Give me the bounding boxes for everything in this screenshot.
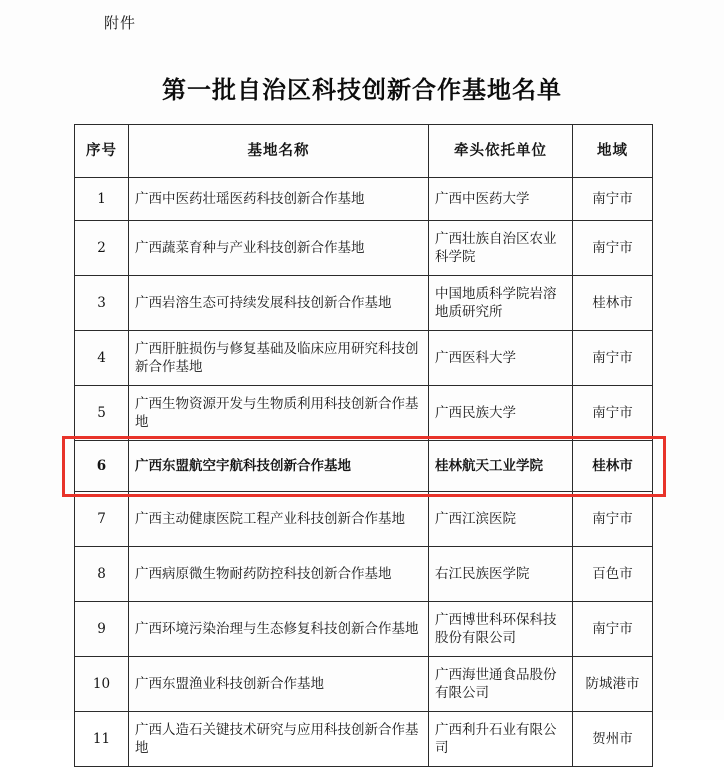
table-row bbox=[75, 386, 653, 441]
cell-lead-unit: 广西博世科环保科技股份有限公司 bbox=[429, 602, 573, 657]
cell-area: 南宁市 bbox=[573, 178, 653, 221]
cell-base-name: 广西主动健康医院工程产业科技创新合作基地 bbox=[129, 492, 429, 547]
cell-base-name: 广西东盟渔业科技创新合作基地 bbox=[129, 657, 429, 712]
cell-area: 南宁市 bbox=[573, 331, 653, 386]
cell-lead-unit: 广西海世通食品股份有限公司 bbox=[429, 657, 573, 712]
cell-lead-unit: 广西壮族自治区农业科学院 bbox=[429, 221, 573, 276]
table-body bbox=[75, 178, 653, 767]
cell-base-name: 广西蔬菜育种与产业科技创新合作基地 bbox=[129, 221, 429, 276]
cell-no: 2 bbox=[75, 221, 129, 276]
cell-area: 南宁市 bbox=[573, 602, 653, 657]
base-list-table bbox=[74, 124, 653, 767]
cell-no: 3 bbox=[75, 276, 129, 331]
cell-lead-unit: 桂林航天工业学院 bbox=[429, 441, 573, 492]
cell-no: 6 bbox=[75, 441, 129, 492]
cell-base-name: 广西人造石关键技术研究与应用科技创新合作基地 bbox=[129, 712, 429, 767]
table-row bbox=[75, 492, 653, 547]
cell-area: 贺州市 bbox=[573, 712, 653, 767]
cell-no: 9 bbox=[75, 602, 129, 657]
cell-base-name: 广西中医药壮瑶医药科技创新合作基地 bbox=[129, 178, 429, 221]
cell-base-name: 广西病原微生物耐药防控科技创新合作基地 bbox=[129, 547, 429, 602]
table-row bbox=[75, 602, 653, 657]
page-title: 第一批自治区科技创新合作基地名单 bbox=[162, 75, 562, 104]
table-row bbox=[75, 178, 653, 221]
table-row bbox=[75, 221, 653, 276]
cell-area: 南宁市 bbox=[573, 221, 653, 276]
cell-lead-unit: 广西中医药大学 bbox=[429, 178, 573, 221]
cell-lead-unit: 广西医科大学 bbox=[429, 331, 573, 386]
table-container bbox=[74, 124, 652, 767]
cell-area: 桂林市 bbox=[573, 276, 653, 331]
column-header-no: 序号 bbox=[75, 125, 129, 178]
cell-no: 7 bbox=[75, 492, 129, 547]
column-header-area: 地域 bbox=[573, 125, 653, 178]
cell-base-name: 广西生物资源开发与生物质利用科技创新合作基地 bbox=[129, 386, 429, 441]
cell-no: 8 bbox=[75, 547, 129, 602]
cell-lead-unit: 广西江滨医院 bbox=[429, 492, 573, 547]
table-row bbox=[75, 276, 653, 331]
cell-lead-unit: 广西利升石业有限公司 bbox=[429, 712, 573, 767]
cell-no: 5 bbox=[75, 386, 129, 441]
column-header-unit: 牵头依托单位 bbox=[429, 125, 573, 178]
table-row bbox=[75, 441, 653, 492]
cell-no: 4 bbox=[75, 331, 129, 386]
cell-lead-unit: 广西民族大学 bbox=[429, 386, 573, 441]
cell-area: 桂林市 bbox=[573, 441, 653, 492]
cell-base-name: 广西东盟航空宇航科技创新合作基地 bbox=[129, 441, 429, 492]
table-row bbox=[75, 657, 653, 712]
cell-area: 百色市 bbox=[573, 547, 653, 602]
table-row bbox=[75, 331, 653, 386]
attachment-label: 附件 bbox=[104, 14, 137, 32]
column-header-name: 基地名称 bbox=[129, 125, 429, 178]
cell-lead-unit: 中国地质科学院岩溶地质研究所 bbox=[429, 276, 573, 331]
cell-area: 防城港市 bbox=[573, 657, 653, 712]
cell-no: 11 bbox=[75, 712, 129, 767]
cell-lead-unit: 右江民族医学院 bbox=[429, 547, 573, 602]
cell-area: 南宁市 bbox=[573, 492, 653, 547]
cell-no: 1 bbox=[75, 178, 129, 221]
cell-base-name: 广西环境污染治理与生态修复科技创新合作基地 bbox=[129, 602, 429, 657]
cell-area: 南宁市 bbox=[573, 386, 653, 441]
cell-no: 10 bbox=[75, 657, 129, 712]
table-row bbox=[75, 547, 653, 602]
cell-base-name: 广西岩溶生态可持续发展科技创新合作基地 bbox=[129, 276, 429, 331]
cell-base-name: 广西肝脏损伤与修复基础及临床应用研究科技创新合作基地 bbox=[129, 331, 429, 386]
table-header-row bbox=[75, 125, 653, 178]
